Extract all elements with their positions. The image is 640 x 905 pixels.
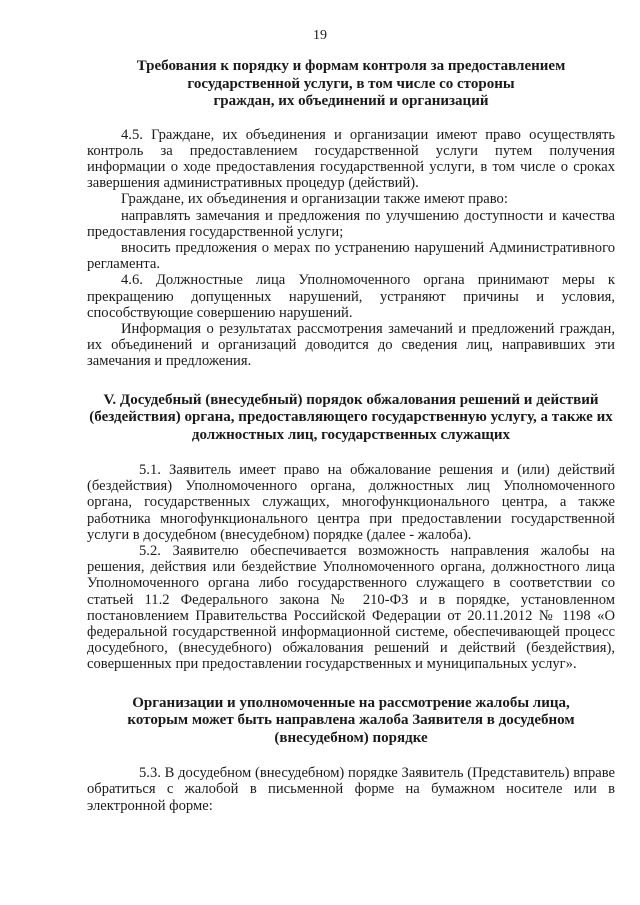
paragraph-right-remarks: направлять замечания и предложения по улучшению доступности и качества предоставления государственной услуги;: [87, 207, 615, 240]
heading-line: должностных лиц, государственных служащих: [191, 426, 511, 443]
paragraph-right-proposals: вносить предложения о мерах по устранению нарушений Административного регламента.: [87, 239, 615, 273]
paragraph-5-2: 5.2. Заявителю обеспечивается возможность направления жалобы на решения, действия или бездействие Уполномоченного органа, должностного лица Уполномоченного органа либо государственного служащего в соответствии со статьей 11.2 Федерального закона № 210-ФЗ и в порядке, установленном постановлением Правительства Российской Федерации от 20.11.2012 № 1198 «О федеральной государственной информационной системе, обеспечивающей процесс досудебного, (внесудебного) обжалования решений и действий (бездействия), совершенных при предоставлении государственных и муниципальных услуг».: [87, 543, 615, 673]
heading-line: V. Досудебный (внесудебный) порядок обжалования решений и действий: [103, 391, 599, 408]
heading-line: Организации и уполномоченные на рассмотрение жалобы лица,: [132, 694, 570, 711]
heading-line: которым может быть направлена жалоба Заявителя в досудебном: [127, 712, 575, 729]
paragraph-results-info: Информация о результатах рассмотрения замечаний и предложений граждан, их объединений и организаций доводится до сведения лиц, направивших эти замечания и предложения.: [87, 320, 615, 370]
paragraph-4-5: 4.5. Граждане, их объединения и организации имеют право осуществлять контроль за предоставлением государственной услуги путем получения информации о ходе предоставления государственной услуги, в том числе о сроках завершения административных процедур (действий).: [87, 126, 615, 192]
page-content: [87, 58, 615, 814]
paragraph-5-1: 5.1. Заявитель имеет право на обжалование решения и (или) действий (бездействия) Уполномоченного органа, должностных лиц Уполномоченного органа, государственных служащих, многофункционального центра, а также работника многофункционального центра при предоставлении государственной услуги в досудебном (внесудебном) порядке (далее - жалоба).: [87, 462, 615, 543]
paragraph-4-6: 4.6. Должностные лица Уполномоченного органа принимают меры к прекращению допущенных нарушений, устраняют причины и условия, способствующие совершению нарушений.: [87, 272, 615, 321]
heading-line: государственной услуги, в том числе со стороны: [187, 75, 515, 92]
paragraph-rights-intro: Граждане, их объединения и организации также имеют право:: [121, 191, 508, 208]
page-number: 19: [313, 28, 327, 43]
heading-section-v: [87, 392, 615, 445]
heading-complaint-organizations: [87, 695, 615, 748]
heading-line: (бездействия) органа, предоставляющего государственную услугу, а также их: [89, 409, 613, 426]
heading-line: граждан, их объединений и организаций: [213, 93, 489, 109]
paragraph-5-3: 5.3. В досудебном (внесудебном) порядке Заявитель (Представитель) вправе обратиться с жалобой в письменной форме на бумажном носителе или в электронной форме:: [87, 765, 615, 814]
heading-control-requirements: [87, 58, 615, 111]
heading-line: (внесудебном) порядке: [274, 729, 428, 746]
heading-line: Требования к порядку и формам контроля за предоставлением: [136, 58, 566, 74]
